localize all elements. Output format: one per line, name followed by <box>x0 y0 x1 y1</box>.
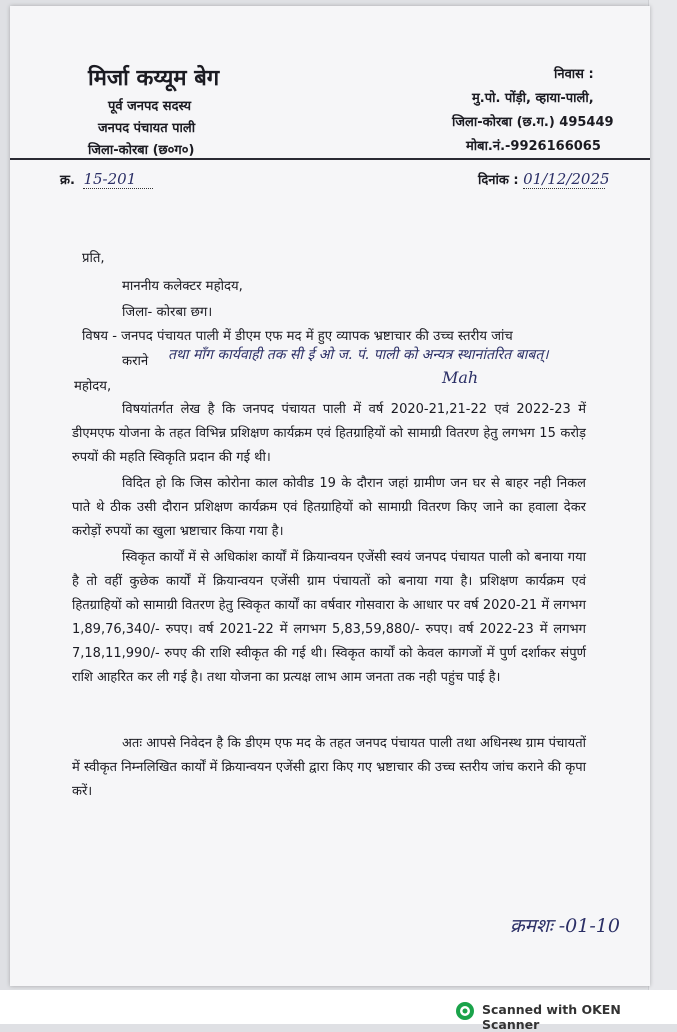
residence-label: निवास : <box>554 67 594 82</box>
address-line-1: मु.पो. पोंड़ी, व्हाया-पाली, <box>472 91 594 106</box>
paragraph-4: अतः आपसे निवेदन है कि डीएम एफ मद के तहत जनपद पंचायत पाली तथा अधिनस्थ ग्राम पंचायतों में स्वीकृत निम्नलिखित कार्यों में क्रियान्वयन एजेंसी द्वारा किए गए भ्रष्टाचार की उच्च स्तरीय जांच कराने की कृपा करें। <box>72 736 586 799</box>
handwritten-initials: Mah <box>442 368 479 387</box>
scan-edge <box>648 0 677 1000</box>
salutation: महोदय, <box>74 379 112 394</box>
ref-number: 15-201 <box>83 170 137 188</box>
sender-org: जनपद पंचायत पाली <box>98 121 196 136</box>
scanner-logo-icon <box>455 1001 475 1021</box>
subject-line-1: विषय - जनपद पंचायत पाली में डीएम एफ मद में हुए व्यापक भ्रष्टाचार की उच्च स्तरीय जांच <box>82 329 513 344</box>
ref-label: क्र. <box>60 173 75 188</box>
continuation-mark: क्रमशः -01-10 <box>510 915 620 937</box>
recipient: माननीय कलेक्टर महोदय, <box>122 279 243 294</box>
mobile-number: मोबा.नं.-9926166065 <box>466 139 601 154</box>
prati: प्रति, <box>82 251 105 266</box>
sender-designation: पूर्व जनपद सदस्य <box>108 99 192 114</box>
paragraph-1: विषयांतर्गत लेख है कि जनपद पंचायत पाली में वर्ष 2020-21,21-22 एवं 2022-23 में डीएमएफ योजना के तहत विभिन्न प्रशिक्षण कार्यक्रम एवं हितग्राहियों को सामाग्री वितरण हेतु लगभग 15 करोड़ रुपयों की महति स्विकृति प्रदान की गई थी। <box>72 402 586 465</box>
letter-page <box>10 6 650 986</box>
subject-handwritten: तथा मॉंग कार्यवाही तक सी ई ओ ज. पं. पाली को अन्यत्र स्थानांतरित बाबत्। <box>168 347 549 363</box>
paragraph-3: स्विकृत कार्यों में से अधिकांश कार्यों में क्रियान्वयन एजेंसी स्वयं जनपद पंचायत पाली को बनाया गया है तो वहीं कुछेक कार्यों में क्रियान्वयन एजेंसी ग्राम पंचायतों को बनाया गया है। प्रशिक्षण कार्यक्रम एवं हितग्राहियों को सामाग्री वितरण हेतु स्विकृत कार्यों का वर्षवार गोसवारा के आधार पर वर्ष 2020-21 में लगभग 1,89,76,340/- रुपए। वर्ष 2021-22 में लगभग 5,83,59,880/- रुपए। वर्ष 2022-23 में लगभग 7,18,11,990/- रुपए की राशि स्वीकृत की गई थी। स्विकृत कार्यों को केवल कागजों में पुर्ण दर्शाकर संपुर्ण राशि आहरित कर ली गई है। तथा योजना का प्रत्यक्ष लाभ आम जनता तक नही पहुंच पाई है। <box>72 550 586 685</box>
sender-district: जिला-कोरबा (छ०ग०) <box>88 143 195 158</box>
address-line-2: जिला-कोरबा (छ.ग.) 495449 <box>452 115 614 130</box>
date-row <box>478 170 610 189</box>
ref-row <box>60 170 153 189</box>
recipient-place: जिला- कोरबा छग। <box>122 305 213 320</box>
paragraph-2: विदित हो कि जिस कोरोना काल कोवीड 19 के दौरान जहां ग्रामीण जन घर से बाहर नही निकल पाते थे ठीक उसी दौरान प्रशिक्षण कार्यक्रम एवं हितग्राहियों को सामाग्री वितरण किए जाने का हवाला देकर करोड़ों रुपयों का खुला भ्रष्टाचार किया गया है। <box>72 476 586 539</box>
scanner-watermark: Scanned with OKEN Scanner <box>482 1002 621 1032</box>
subject-line-2: कराने <box>122 354 149 369</box>
date-label: दिनांक : <box>478 173 519 188</box>
header-rule <box>10 158 650 160</box>
date-value: 01/12/2025 <box>523 170 610 188</box>
sender-name: मिर्जा कय्यूम बेग <box>88 66 220 91</box>
